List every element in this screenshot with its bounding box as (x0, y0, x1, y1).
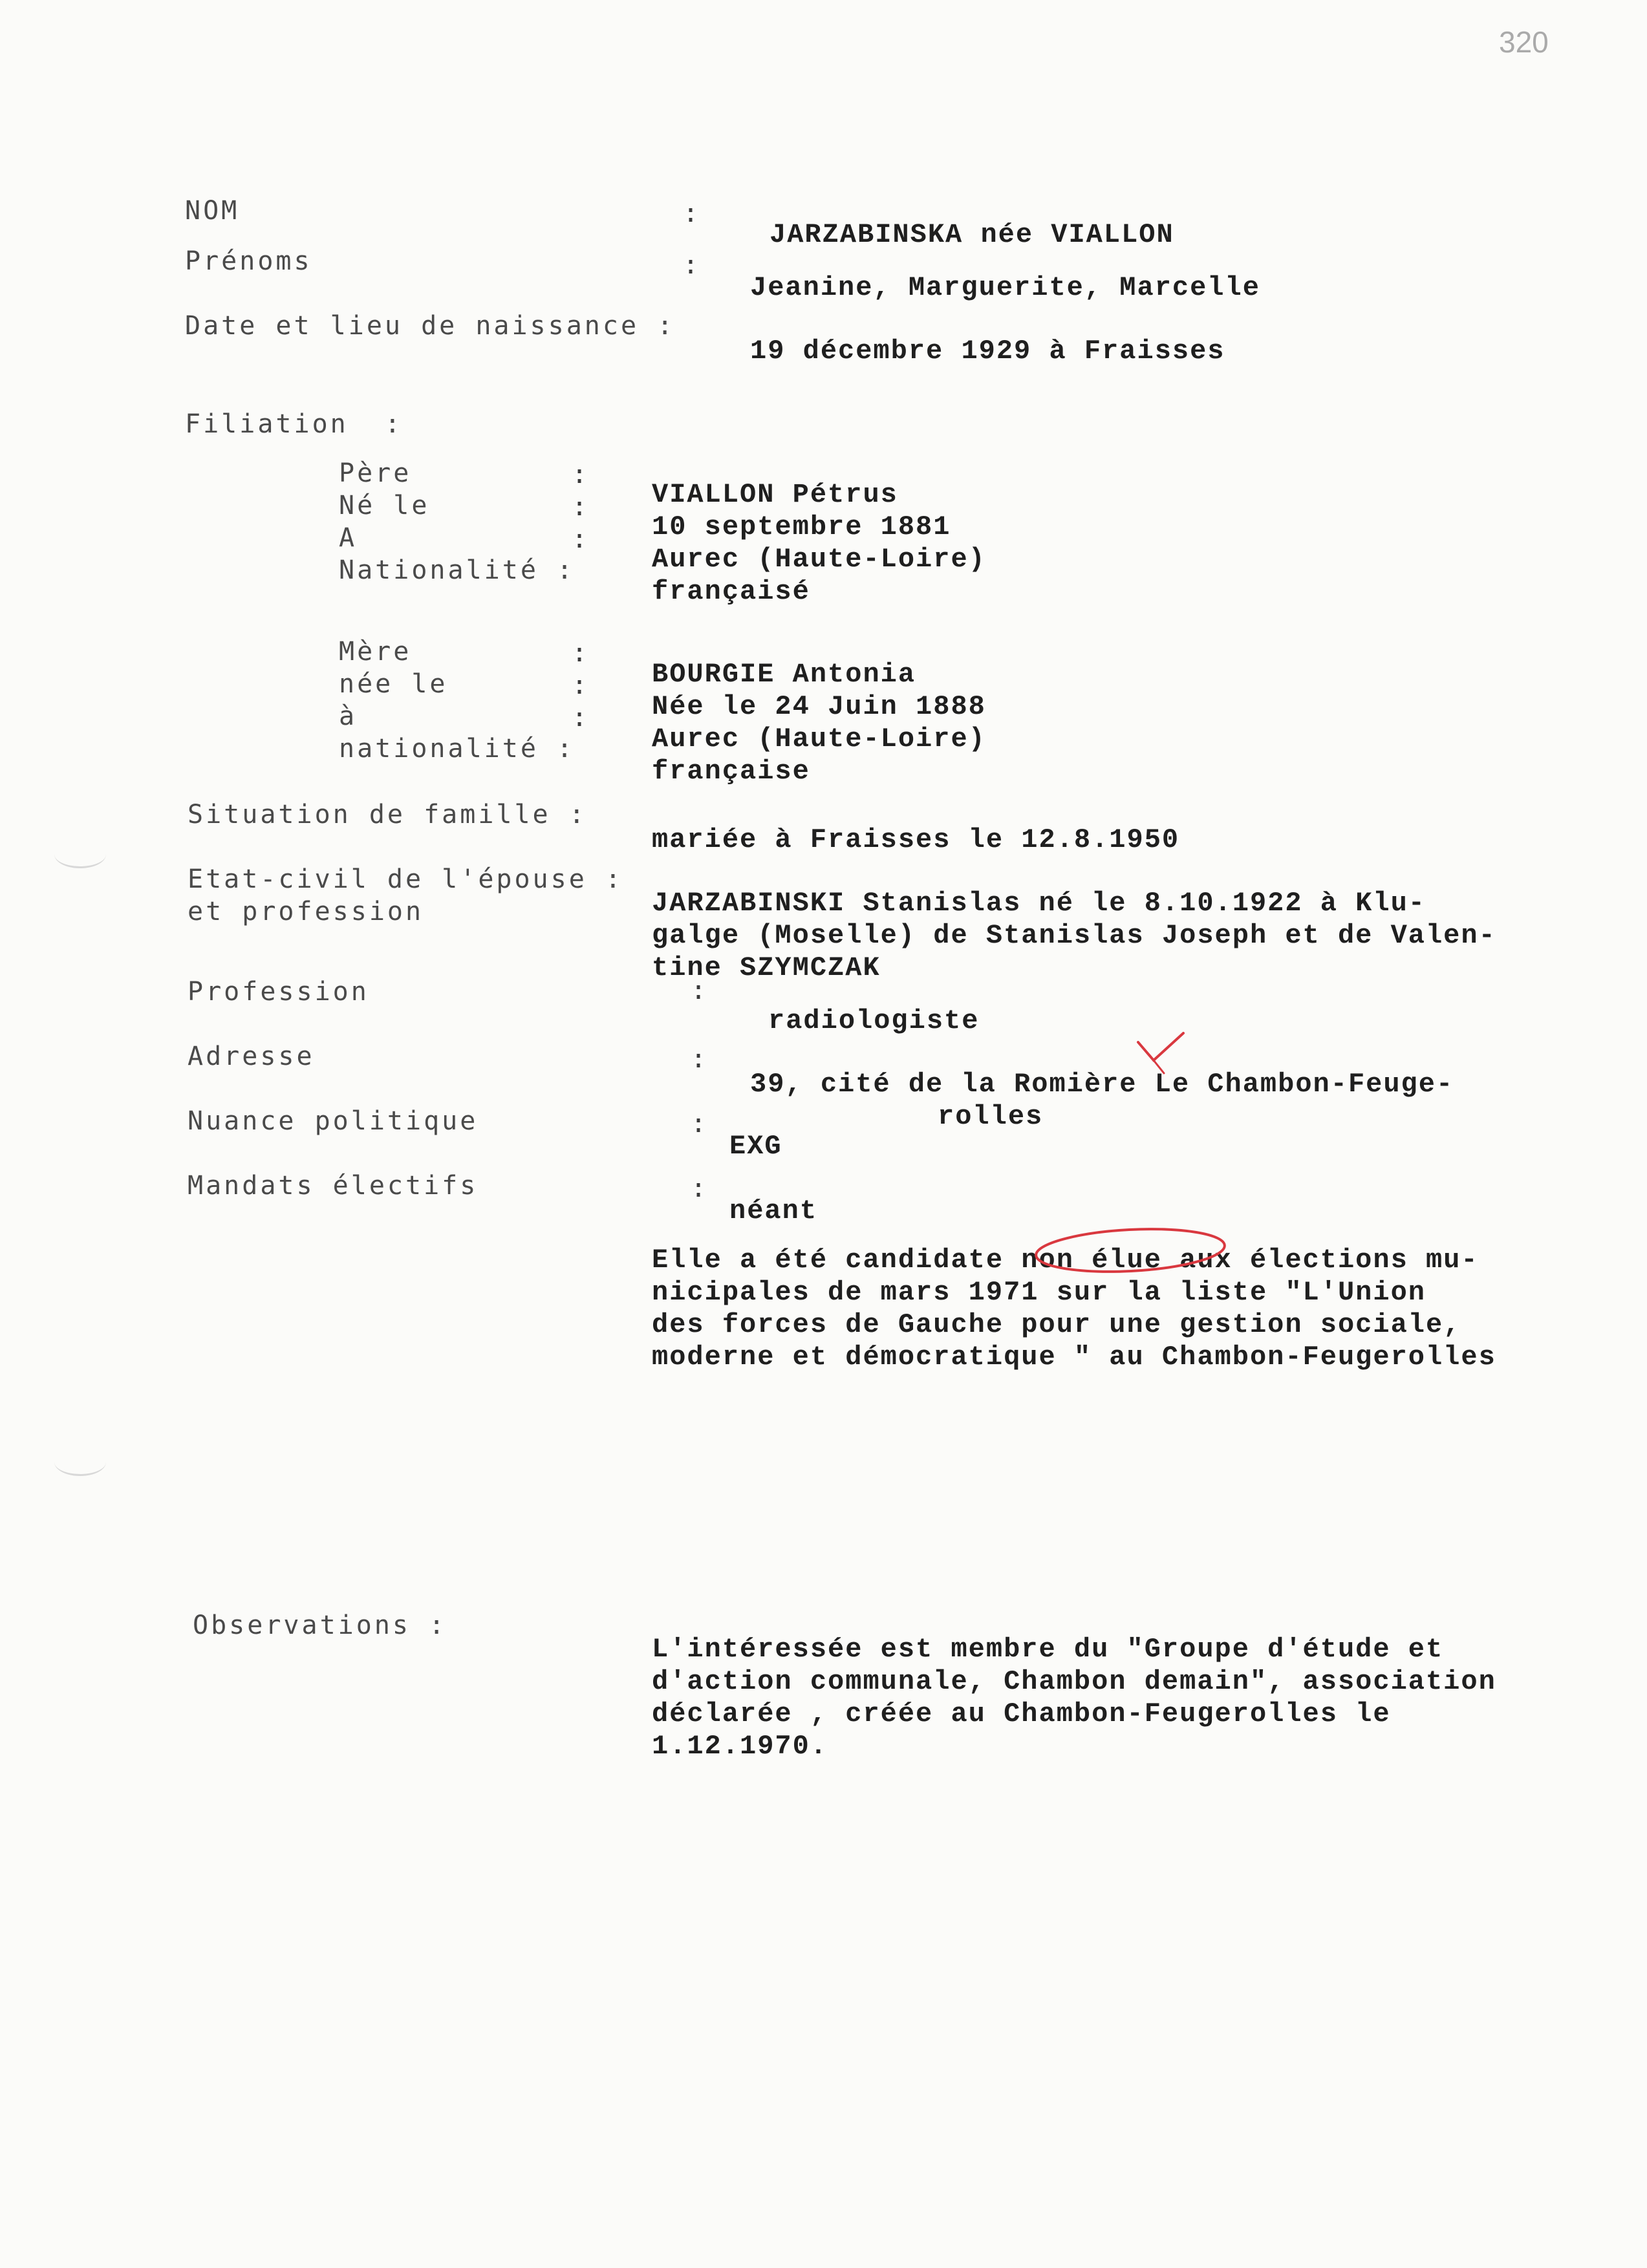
value-mere-date: Née le 24 Juin 1888 (652, 691, 986, 722)
candidature-line4: moderne et démocratique " au Chambon-Feugerolles (652, 1342, 1496, 1373)
value-profession: radiologiste (768, 1005, 980, 1036)
candidature-line1: Elle a été candidate non élue aux élections mu- (652, 1245, 1479, 1276)
candidature-line2: nicipales de mars 1971 sur la liste "L'Union (652, 1277, 1426, 1308)
circle-annotation-non-elue (1035, 1225, 1226, 1276)
label-profession: Profession (188, 977, 369, 1007)
value-situation: mariée à Fraisses le 12.8.1950 (652, 824, 1180, 855)
value-pere-date: 10 septembre 1881 (652, 511, 951, 542)
value-pere-nationalite: françaisé (652, 576, 810, 607)
label-prenoms: Prénoms (185, 246, 312, 276)
value-mandats: néant (729, 1195, 818, 1226)
value-naissance: 19 décembre 1929 à Fraisses (750, 336, 1225, 367)
label-nuance: Nuance politique (188, 1106, 479, 1136)
label-situation: Situation de famille : (188, 800, 587, 829)
value-epoux-line1: JARZABINSKI Stanislas né le 8.10.1922 à Klu- (652, 888, 1426, 919)
value-mere-nationalite: française (652, 756, 810, 787)
observations-line1: L'intéressée est membre du "Groupe d'étude et (652, 1634, 1444, 1665)
value-mere-nom: BOURGIE Antonia (652, 659, 916, 690)
value-nom: JARZABINSKA née VIALLON (770, 219, 1174, 250)
colon-mere: : (572, 638, 588, 668)
colon-mere-a: : (572, 703, 588, 733)
check-mark-tail (1154, 1060, 1164, 1073)
colon-mere-nee-le: : (572, 670, 588, 700)
label-observations: Observations : (193, 1610, 447, 1640)
label-mere-nee-le: née le (339, 669, 448, 699)
label-adresse: Adresse (188, 1042, 315, 1071)
label-epoux-line2: et profession (188, 897, 424, 926)
label-mere: Mère (339, 637, 412, 667)
label-nom: NOM (185, 196, 240, 226)
colon-adresse: : (691, 1044, 707, 1074)
label-pere-nationalite: Nationalité : (339, 555, 576, 585)
colon-pere: : (572, 460, 588, 489)
value-mere-lieu: Aurec (Haute-Loire) (652, 723, 986, 754)
label-mere-a: à (339, 701, 358, 731)
candidature-line3: des forces de Gauche pour une gestion sociale, (652, 1309, 1461, 1340)
colon-mandats: : (691, 1173, 707, 1203)
label-mandats: Mandats électifs (188, 1171, 479, 1201)
value-adresse-line1: 39, cité de la Romière Le Chambon-Feuge- (750, 1069, 1454, 1100)
value-adresse-line2: rolles (938, 1101, 1044, 1132)
label-pere: Père (339, 458, 412, 488)
label-mere-nationalite: nationalité : (339, 734, 576, 764)
colon-pere-ne-le: : (572, 492, 588, 522)
label-pere-ne-le: Né le (339, 491, 430, 520)
label-naissance: Date et lieu de naissance : (185, 311, 676, 341)
value-epoux-line2: galge (Moselle) de Stanislas Joseph et de Valen- (652, 920, 1496, 951)
colon-nom: : (683, 198, 699, 228)
page-number: 320 (1499, 25, 1549, 59)
value-prenoms: Jeanine, Marguerite, Marcelle (750, 272, 1260, 303)
observations-line3: déclarée , créée au Chambon-Feugerolles le (652, 1698, 1391, 1729)
value-nuance: EXG (729, 1131, 782, 1162)
colon-pere-a: : (572, 524, 588, 554)
colon-prenoms: : (683, 250, 699, 280)
value-epoux-line3: tine SZYMCZAK (652, 952, 881, 983)
label-pere-a: A (339, 523, 358, 553)
observations-line4: 1.12.1970. (652, 1731, 828, 1762)
colon-profession: : (691, 976, 707, 1005)
check-mark-annotation (1138, 1033, 1183, 1060)
label-epoux-line1: Etat-civil de l'épouse : (188, 864, 623, 894)
colon-nuance: : (691, 1109, 707, 1139)
observations-line2: d'action communale, Chambon demain", association (652, 1666, 1496, 1697)
value-pere-nom: VIALLON Pétrus (652, 479, 898, 510)
value-pere-lieu: Aurec (Haute-Loire) (652, 544, 986, 575)
label-filiation: Filiation : (185, 409, 403, 439)
